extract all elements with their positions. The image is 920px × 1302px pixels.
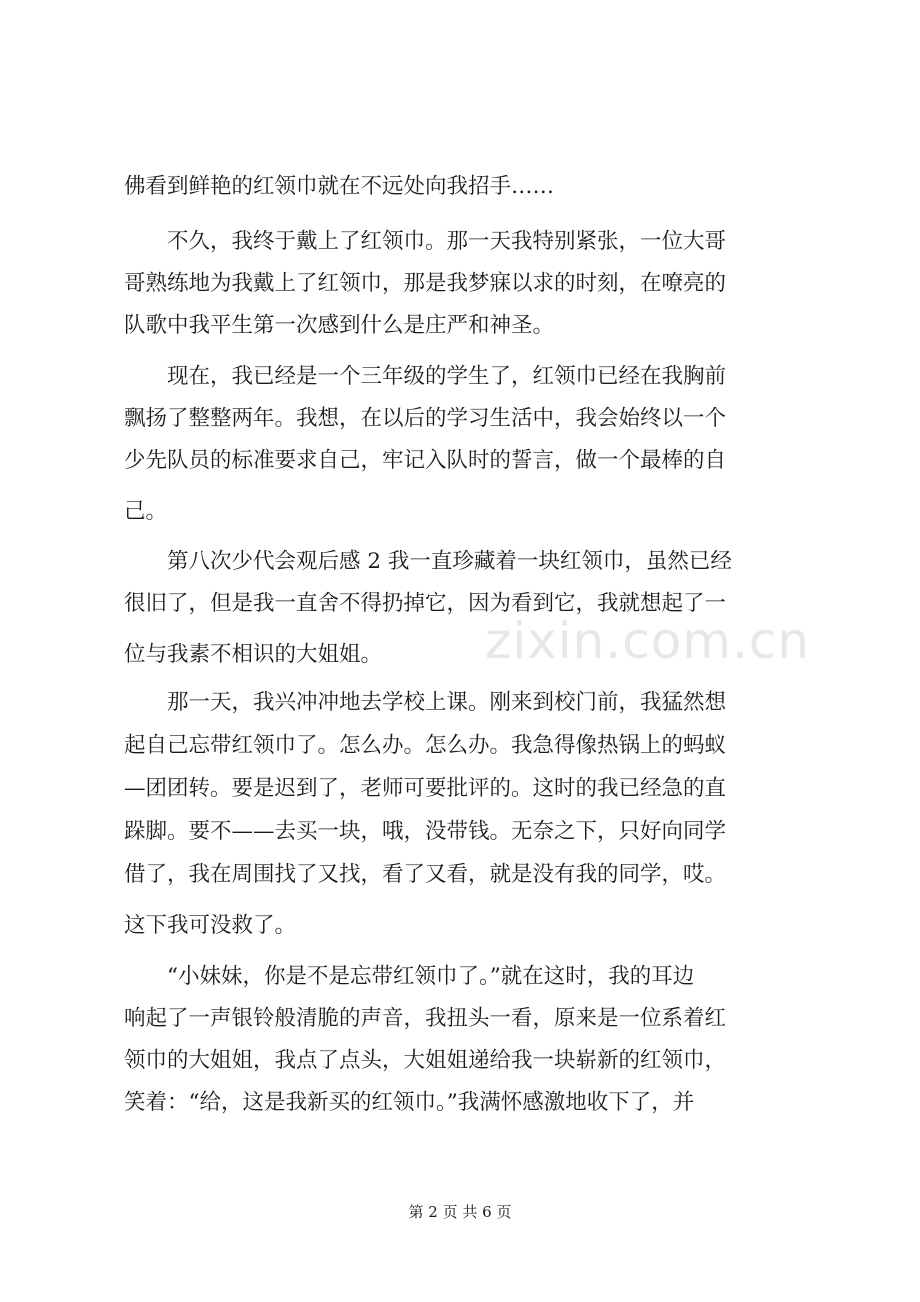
watermark: zixin.com.cn: [485, 612, 811, 670]
text-line: 领巾的大姐姐，我点了点头，大姐姐递给我一块崭新的红领巾，: [124, 1048, 727, 1073]
text-line: 第八次少代会观后感 2 我一直珍藏着一块红领巾，虽然已经: [124, 549, 732, 574]
text-line: 不久，我终于戴上了红领巾。那一天我特别紧张，一位大哥: [124, 229, 727, 254]
page-footer: 第 2 页 共 6 页: [408, 1203, 512, 1221]
text-line: 很旧了，但是我一直舍不得扔掉它，因为看到它，我就想起了一: [124, 591, 727, 616]
text-line: 队歌中我平生第一次感到什么是庄严和神圣。: [124, 313, 555, 338]
text-line: 现在，我已经是一个三年级的学生了，红领巾已经在我胸前: [124, 364, 727, 389]
text-line: 起自己忘带红领巾了。怎么办。怎么办。我急得像热锅上的蚂蚁: [124, 733, 727, 758]
text-line: 少先队员的标准要求自己，牢记入队时的誓言，做一个最棒的自: [124, 448, 727, 473]
text-line: 响起了一声银铃般清脆的声音，我扭头一看，原来是一位系着红: [124, 1006, 727, 1031]
text-line: 哥熟练地为我戴上了红领巾，那是我梦寐以求的时刻，在嘹亮的: [124, 271, 727, 296]
text-line: 借了，我在周围找了又找，看了又看，就是没有我的同学，哎。: [124, 862, 727, 887]
text-line: —团团转。要是迟到了，老师可要批评的。这时的我已经急的直: [124, 776, 727, 801]
text-line: 这下我可没救了。: [124, 913, 297, 938]
text-line: 跺脚。要不——去买一块，哦，没带钱。无奈之下，只好向同学: [124, 819, 727, 844]
text-line: 位与我素不相识的大姐姐。: [124, 642, 383, 667]
text-line: 己。: [124, 499, 168, 524]
text-line: 飘扬了整整两年。我想，在以后的学习生活中，我会始终以一个: [124, 406, 727, 431]
text-line: “小妹妹，你是不是忘带红领巾了。”就在这时，我的耳边: [124, 964, 695, 989]
text-line: 笑着：“给，这是我新买的红领巾。”我满怀感激地收下了，并: [124, 1090, 695, 1115]
text-line: 佛看到鲜艳的红领巾就在不远处向我招手……: [124, 174, 555, 199]
text-line: 那一天，我兴冲冲地去学校上课。刚来到校门前，我猛然想: [124, 690, 727, 715]
